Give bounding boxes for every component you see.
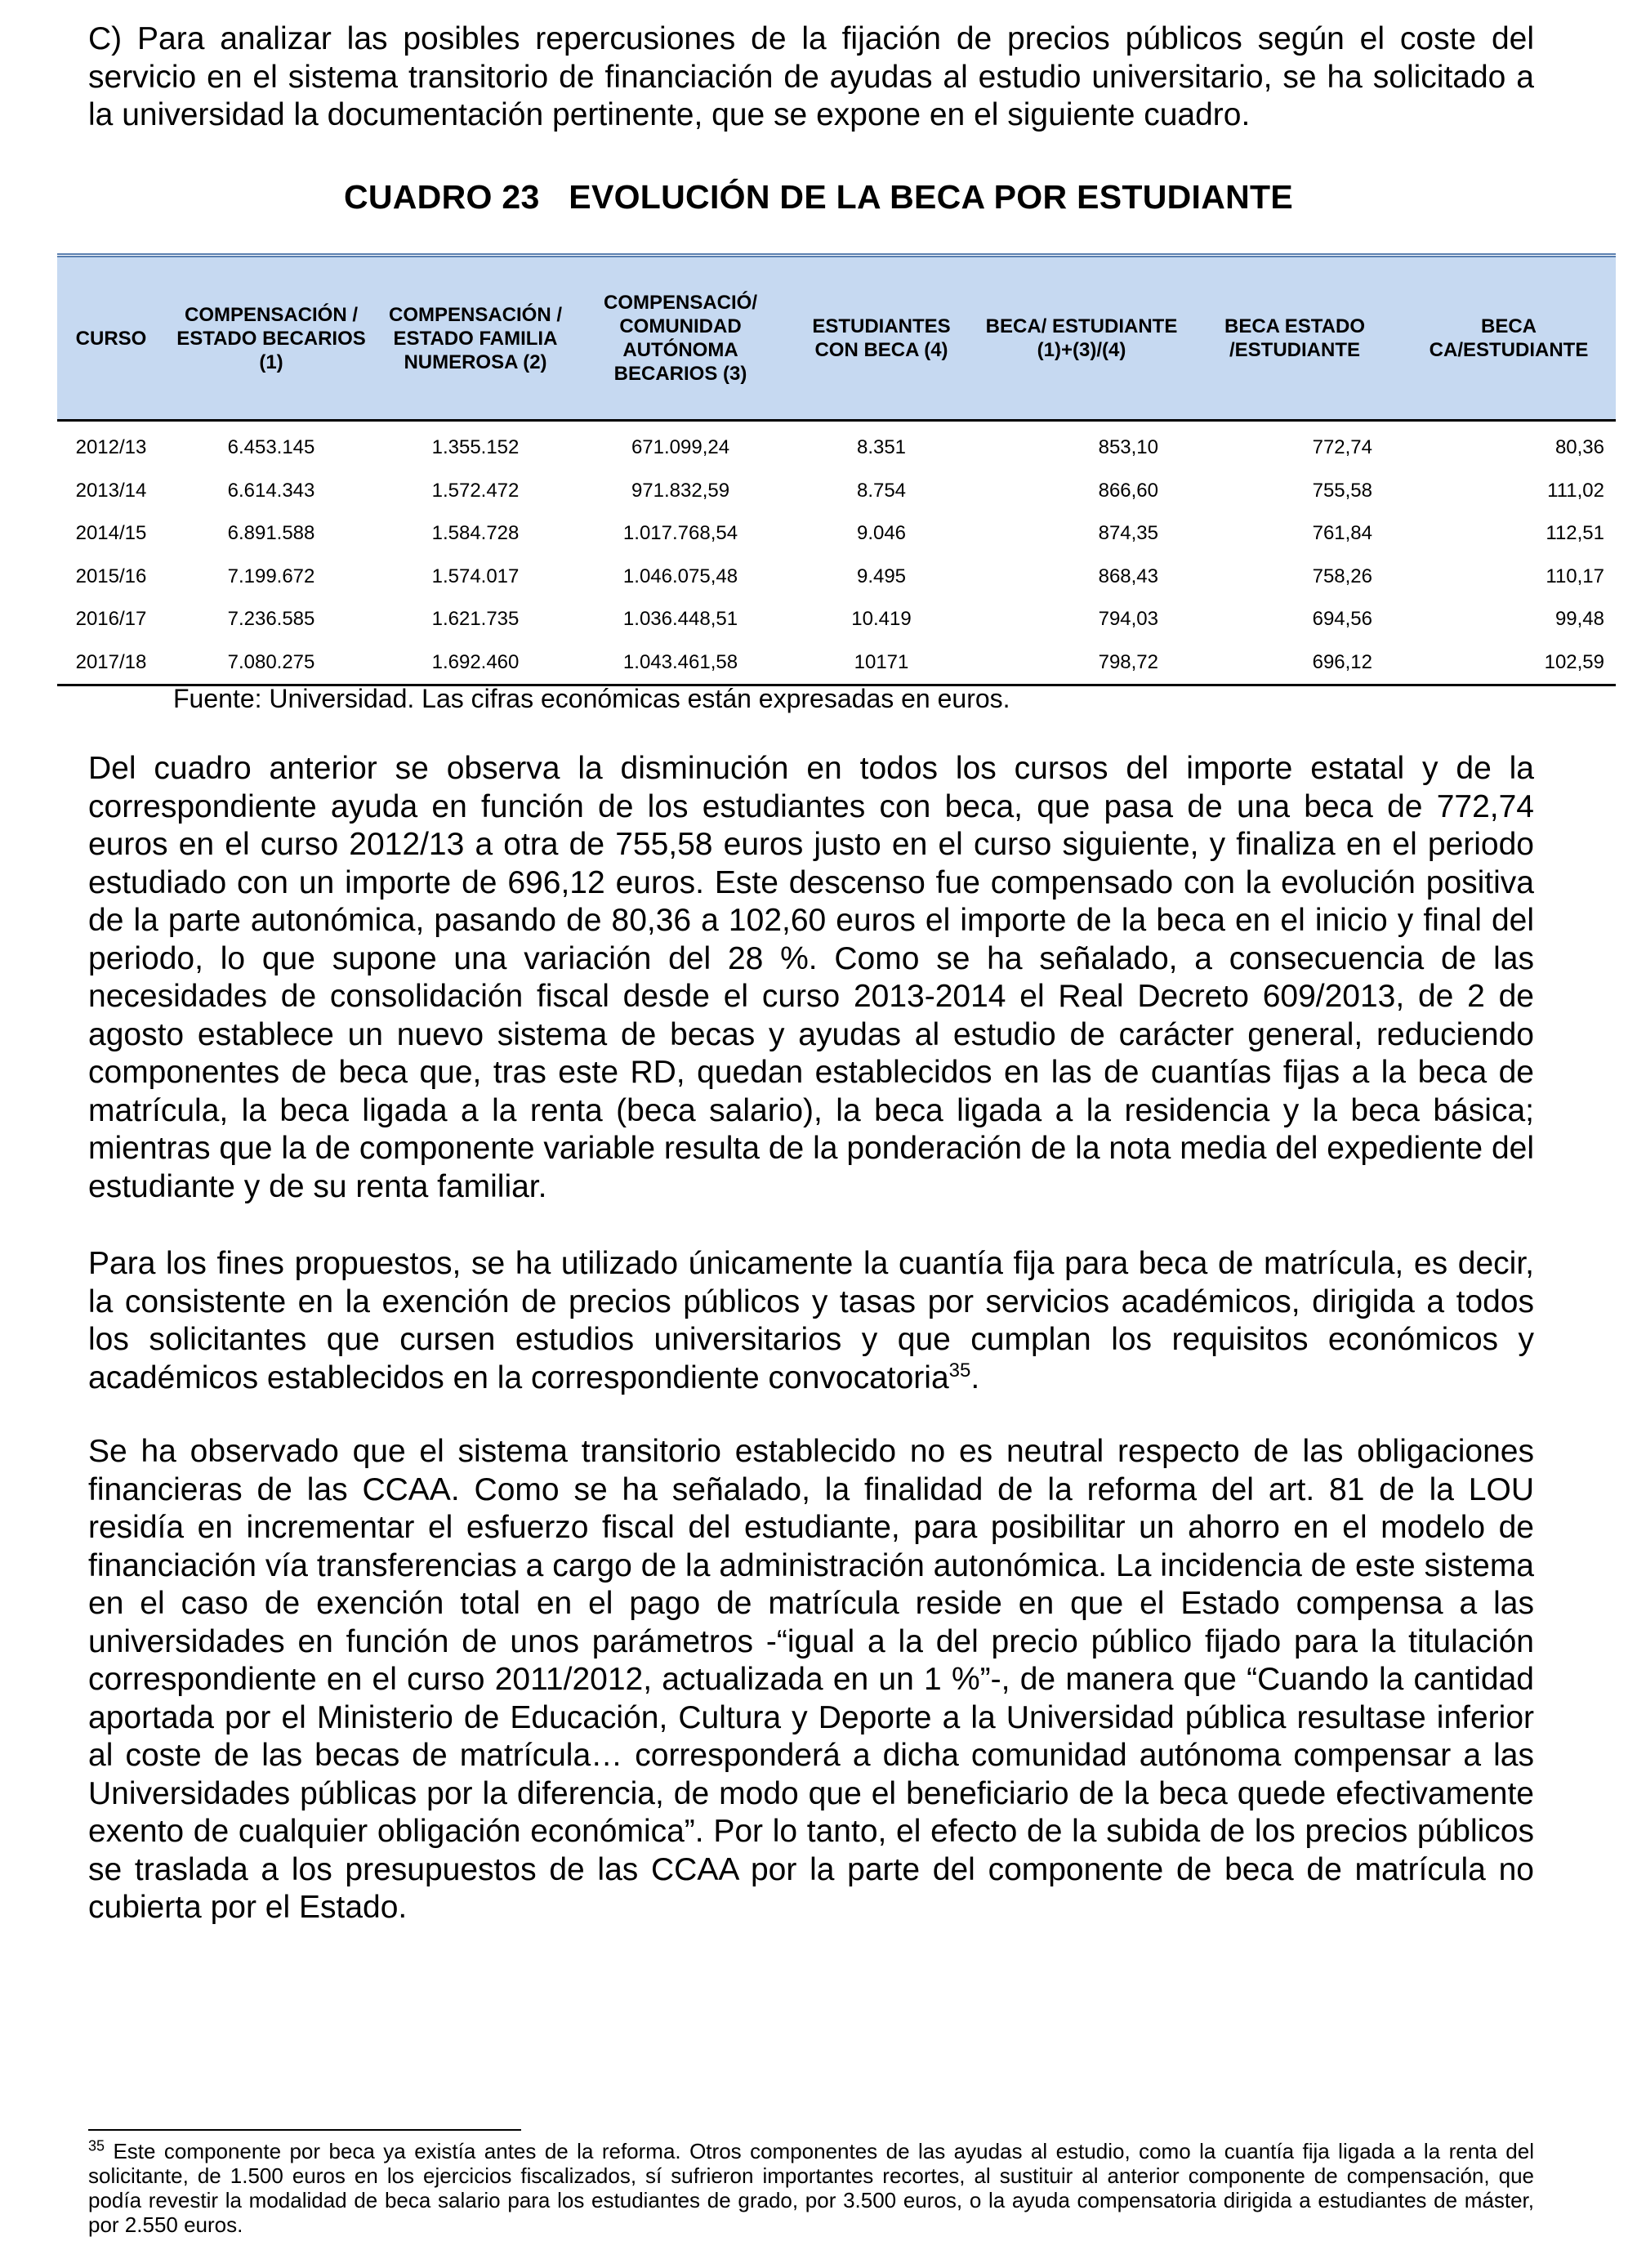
intro-paragraph: C) Para analizar las posibles repercusiones de la fijación de precios públicos según el coste del servicio en el sistema transitorio de financiación de ayudas al estudio universitario, se ha solicitado a la universidad la documentación pertinente, que se expone en el siguiente cuadro. — [88, 21, 1534, 132]
cell-estudiantes: 9.046 — [856, 522, 907, 545]
footnote-separator — [88, 2129, 521, 2131]
cell-curso: 2013/14 — [75, 479, 147, 502]
cell-beca-ca: 111,02 — [1547, 479, 1604, 502]
cell-beca-estado: 696,12 — [1188, 641, 1402, 685]
cell-compensacion-becarios: 7.236.585 — [227, 608, 315, 631]
cell-beca-estado: 694,56 — [1312, 608, 1372, 631]
footnote-reference[interactable]: 35 — [948, 1359, 971, 1382]
footnote-number: 35 — [88, 2137, 105, 2154]
table-row — [57, 556, 1616, 599]
cell-compensacion-ca: 1.036.448,51 — [622, 608, 738, 631]
cell-compensacion-ca: 671.099,24 — [631, 436, 730, 459]
cell-beca-estado: 772,74 — [1312, 436, 1372, 459]
cell-beca-ca: 112,51 — [1546, 522, 1604, 545]
footnote — [88, 2139, 1534, 2237]
cell-compensacion-familia: 1.574.017 — [431, 565, 520, 587]
cell-compensacion-ca: 971.832,59 — [631, 479, 730, 502]
purpose-paragraph — [88, 1245, 1534, 1397]
table-row — [57, 598, 1616, 641]
cell-beca-estudiante: 866,60 — [1098, 479, 1158, 502]
cell-beca-estudiante: 868,43 — [1098, 565, 1158, 587]
table-title-number: CUADRO 23 — [343, 178, 540, 216]
cell-estudiantes: 10171 — [787, 641, 975, 685]
cell-estudiantes: 9.495 — [856, 565, 907, 587]
cell-beca-estudiante: 794,03 — [1098, 608, 1158, 631]
cell-curso: 2015/16 — [75, 565, 147, 587]
table-row — [57, 512, 1616, 556]
cell-beca-ca: 99,48 — [1554, 608, 1604, 631]
table-row — [57, 641, 1616, 685]
cell-beca-estado: 758,26 — [1312, 565, 1372, 587]
header-cell: COMPENSACIÓN / ESTADO BECARIOS (1) — [165, 256, 377, 421]
header-cell: BECA CA/ESTUDIANTE — [1402, 256, 1616, 421]
cell-estudiantes: 8.754 — [856, 479, 907, 502]
cell-curso: 2016/17 — [75, 608, 147, 631]
purpose-end: . — [970, 1359, 980, 1395]
cell-compensacion-ca: 1.046.075,48 — [622, 565, 738, 587]
header-cell: ESTUDIANTES CON BECA (4) — [787, 256, 975, 421]
table-title-text: EVOLUCIÓN DE LA BECA POR ESTUDIANTE — [569, 178, 1294, 216]
analysis-paragraph: Del cuadro anterior se observa la disminución en todos los cursos del importe estatal y de la correspondiente ayuda en función de los estudiantes con beca, que pasa de una beca de 772,74 euros en el curso 2012/13 a otra de 755,58 euros justo en el curso siguiente, y finaliza en el periodo estudiado con un importe de 696,12 euros. Este descenso fue compensado con la evolución positiva de la parte autonómica, pasando de 80,36 a 102,60 euros el importe de la beca en el inicio y final del periodo, lo que supone una variación del 28 %. Como se ha señalado, a consecuencia de las necesidades de consolidación fiscal desde el curso 2013-2014 el Real Decreto 609/2013, de 2 de agosto establece un nuevo sistema de becas y ayudas al estudio de carácter general, reduciendo componentes de beca que, tras este RD, quedan establecidos en las de cuantías fijas a la beca de matrícula, la beca ligada a la renta (beca salario), la beca ligada a la residencia y la beca básica; mientras que la de componente variable resulta de la ponderación de la nota media del expediente del estudiante y de su renta familiar. — [88, 751, 1534, 1204]
cell-beca-estado: 755,58 — [1312, 479, 1372, 502]
cell-beca-estudiante: 874,35 — [1098, 522, 1158, 545]
cell-beca-ca: 110,17 — [1546, 565, 1604, 587]
table-source-note: Fuente: Universidad. Las cifras económicas están expresadas en euros. — [173, 684, 1010, 713]
header-cell: BECA/ ESTUDIANTE (1)+(3)/(4) — [975, 256, 1188, 421]
cell-beca-estado: 761,84 — [1312, 522, 1372, 545]
cell-compensacion-familia: 1.572.472 — [431, 479, 520, 502]
table-row — [57, 470, 1616, 513]
table-row — [57, 421, 1616, 470]
cell-compensacion-ca: 1.043.461,58 — [573, 641, 787, 685]
purpose-text: Para los fines propuestos, se ha utilizado únicamente la cuantía fija para beca de matrícula, es decir, la consistente en la exención de precios públicos y tasas por servicios académicos, dirigida a todos los solicitantes que cursen estudios universitarios y que cumplan los requisitos económicos y académicos establecidos en la correspondiente convocatoria — [88, 1246, 1534, 1395]
cell-compensacion-becarios: 7.080.275 — [165, 641, 377, 685]
cell-compensacion-becarios: 6.453.145 — [227, 436, 315, 459]
footnote-text: Este componente por beca ya existía antes de la reforma. Otros componentes de las ayudas al estudio, como la cuantía fija ligada a la renta del solicitante, de 1.500 euros en los ejercicios fiscalizados, sí sufrieron importantes recortes, al sustituir al anterior componente de compensación, que podía revestir la modalidad de beca salario para los estudiantes de grado, por 3.500 euros, o la ayuda compensatoria dirigida a estudiantes de máster, por 2.550 euros. — [88, 2139, 1534, 2237]
cell-compensacion-becarios: 6.891.588 — [227, 522, 315, 545]
system-paragraph: Se ha observado que el sistema transitorio establecido no es neutral respecto de las obligaciones financieras de las CCAA. Como se ha señalado, la finalidad de la reforma del art. 81 de la LOU residía en incrementar el esfuerzo fiscal del estudiante, para posibilitar un ahorro en el modelo de financiación vía transferencias a cargo de la administración autonómica. La incidencia de este sistema en el caso de exención total en el pago de matrícula reside en que el Estado compensa a las universidades en función de unos parámetros -“igual a la del precio público fijado para la titulación correspondiente en el curso 2011/2012, actualizada en un 1 %”-, de manera que “Cuando la cantidad aportada por el Ministerio de Educación, Cultura y Deporte a la Universidad pública resultase inferior al coste de las becas de matrícula… corresponderá a dicha comunidad autónoma compensar a las Universidades públicas por la diferencia, de modo que el beneficiario de la beca quede efectivamente exento de cualquier obligación económica”. Por lo tanto, el efecto de la subida de los precios públicos se traslada a los presupuestos de las CCAA por la parte del componente de beca de matrícula no cubierta por el Estado. — [88, 1434, 1534, 1925]
cell-beca-estudiante: 798,72 — [975, 641, 1188, 685]
cell-compensacion-familia: 1.621.735 — [431, 608, 520, 631]
cell-compensacion-becarios: 7.199.672 — [227, 565, 315, 587]
cell-curso: 2014/15 — [75, 522, 147, 545]
scholarship-table — [57, 253, 1616, 686]
cell-curso: 2012/13 — [75, 436, 147, 459]
header-cell: CURSO — [57, 256, 165, 421]
cell-compensacion-becarios: 6.614.343 — [227, 479, 315, 502]
header-cell: COMPENSACIÓN / ESTADO FAMILIA NUMEROSA (2) — [377, 256, 573, 421]
header-cell: COMPENSACIÓ/ COMUNIDAD AUTÓNOMA BECARIOS (3) — [573, 256, 787, 421]
cell-compensacion-familia: 1.584.728 — [431, 522, 520, 545]
cell-estudiantes: 8.351 — [856, 436, 907, 459]
cell-curso: 2017/18 — [57, 641, 165, 685]
table-header-row — [57, 256, 1616, 421]
cell-beca-ca: 102,59 — [1402, 641, 1616, 685]
cell-compensacion-familia: 1.355.152 — [431, 436, 520, 459]
cell-beca-ca: 80,36 — [1554, 436, 1604, 459]
cell-compensacion-familia: 1.692.460 — [377, 641, 573, 685]
cell-estudiantes: 10.419 — [851, 608, 912, 631]
header-cell: BECA ESTADO /ESTUDIANTE — [1188, 256, 1402, 421]
table-title — [0, 178, 1637, 217]
cell-compensacion-ca: 1.017.768,54 — [622, 522, 738, 545]
cell-beca-estudiante: 853,10 — [1098, 436, 1158, 459]
